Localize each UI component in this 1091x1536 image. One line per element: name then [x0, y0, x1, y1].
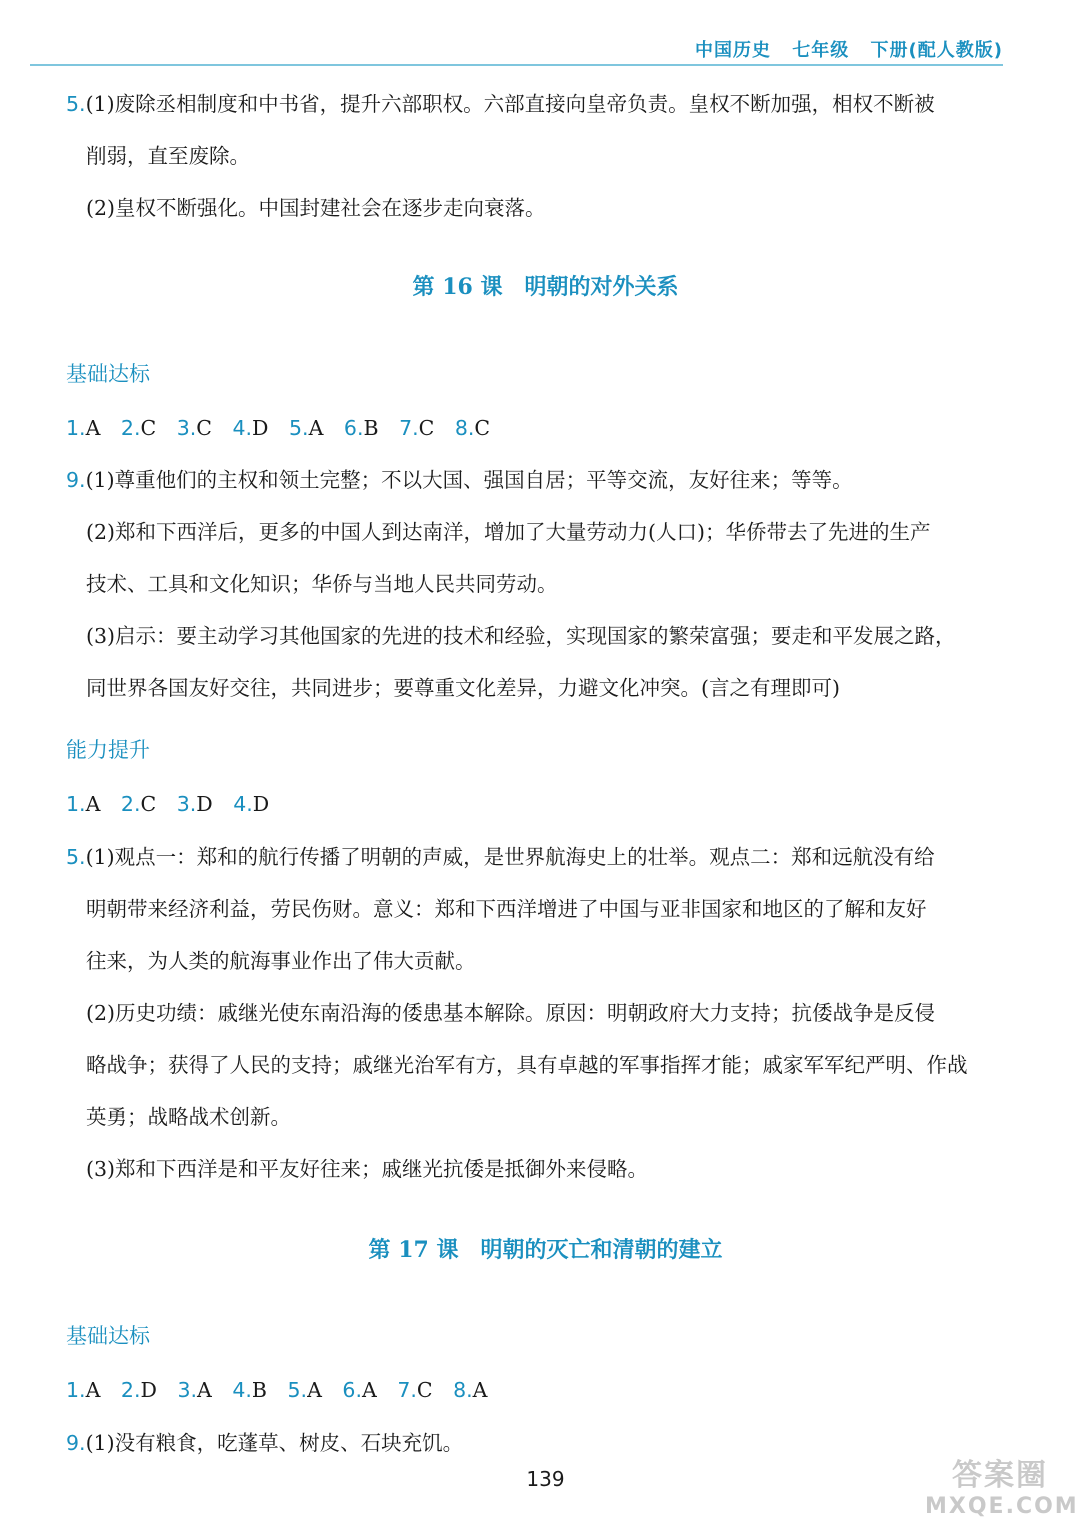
q9-part1: 9.(1)尊重他们的主权和领土完整；不以大国、强国自居；平等交流，友好往来；等等。 [66, 468, 853, 492]
answer-item: 5.A [287, 1378, 322, 1402]
p5-part2-line3: 英勇；战略战术创新。 [86, 1105, 291, 1129]
q9b-number: 9. [66, 1431, 86, 1455]
answer-item: 3.D [176, 792, 213, 816]
p5-part1-line3: 往来，为人类的航海事业作出了伟大贡献。 [86, 949, 476, 973]
answer-item: 4.D [232, 416, 269, 440]
answer-item: 6.B [343, 416, 379, 440]
p5-part2-line2: 略战争；获得了人民的支持；戚继光治军有方，具有卓越的军事指挥才能；戚家军军纪严明、作战 [86, 1053, 968, 1077]
q9-part2-line2: 技术、工具和文化知识；华侨与当地人民共同劳动。 [86, 572, 558, 596]
q9-number: 9. [66, 468, 86, 492]
p5-part2-line1: (2)历史功绩：戚继光使东南沿海的倭患基本解除。原因：明朝政府大力支持；抗倭战争是反侵 [86, 1001, 936, 1025]
answer-item: 2.C [120, 792, 157, 816]
section-basic-16: 基础达标 [66, 362, 150, 386]
section-basic-17: 基础达标 [66, 1324, 150, 1348]
answer-item: 3.C [176, 416, 212, 440]
q5-line1 [66, 90, 935, 118]
answer-item: 3.A [177, 1378, 212, 1402]
q9-part2-line1: (2)郑和下西洋后，更多的中国人到达南洋，增加了大量劳动力(人口)；华侨带去了先进的生产 [86, 520, 931, 544]
answer-item: 2.C [120, 416, 157, 440]
lesson-17-title: 第 17 课 明朝的灭亡和清朝的建立 [368, 1237, 723, 1263]
p5-part1-line1: 5.(1)观点一：郑和的航行传播了明朝的声威，是世界航海史上的壮举。观点二：郑和远航没有给 [66, 845, 935, 869]
l16-mc-answers [66, 414, 504, 442]
header-subject: 中国历史 [694, 40, 771, 61]
q9b-part1: 9.(1)没有粮食，吃蓬草、树皮、石块充饥。 [66, 1431, 464, 1455]
p5-part1-line2: 明朝带来经济利益，劳民伤财。意义：郑和下西洋增进了中国与亚非国家和地区的了解和友好 [86, 897, 927, 921]
l17-mc-answers [66, 1376, 501, 1404]
answer-item: 4.B [232, 1378, 267, 1402]
answer-item: 8.A [453, 1378, 488, 1402]
answer-item: 6.A [342, 1378, 377, 1402]
header-grade: 七年级 [792, 40, 850, 61]
watermark-bottom: MXQE.COM [925, 1494, 1079, 1519]
q5-text: (1)废除丞相制度和中书省，提升六部职权。六部直接向皇帝负责。皇权不断加强，相权不断被 [85, 92, 935, 116]
answer-item: 2.D [120, 1378, 157, 1402]
watermark-logo [925, 1450, 1079, 1524]
q5-part2: (2)皇权不断强化。中国封建社会在逐步走向衰落。 [86, 196, 546, 220]
answer-item: 5.A [289, 416, 324, 440]
section-ability-16: 能力提升 [66, 738, 150, 762]
page-number: 139 [526, 1467, 565, 1491]
header-rule [30, 64, 1003, 66]
answer-item: 4.D [233, 792, 270, 816]
q9-part3-line2: 同世界各国友好交往，共同进步；要尊重文化差异，力避文化冲突。(言之有理即可) [86, 676, 840, 700]
q5-line2: 削弱，直至废除。 [86, 144, 250, 168]
answer-item: 1.A [66, 416, 101, 440]
answer-item: 7.C [399, 416, 435, 440]
answer-item: 7.C [397, 1378, 433, 1402]
lesson-16-title: 第 16 课 明朝的对外关系 [412, 274, 679, 300]
q5-number: 5. [66, 92, 86, 116]
answer-item: 1.A [66, 1378, 101, 1402]
running-header [681, 36, 1003, 62]
p5-number: 5. [66, 845, 86, 869]
answer-item: 1.A [66, 792, 101, 816]
answer-item: 8.C [454, 416, 491, 440]
header-volume: 下册(配人教版) [870, 40, 1003, 61]
p5-part3: (3)郑和下西洋是和平友好往来；戚继光抗倭是抵御外来侵略。 [86, 1157, 649, 1181]
l16-ability-answers [66, 790, 283, 818]
q9-part3-line1: (3)启示：要主动学习其他国家的先进的技术和经验，实现国家的繁荣富强；要走和平发展之路， [86, 624, 956, 648]
watermark-top: 答案圈 [952, 1458, 1048, 1493]
